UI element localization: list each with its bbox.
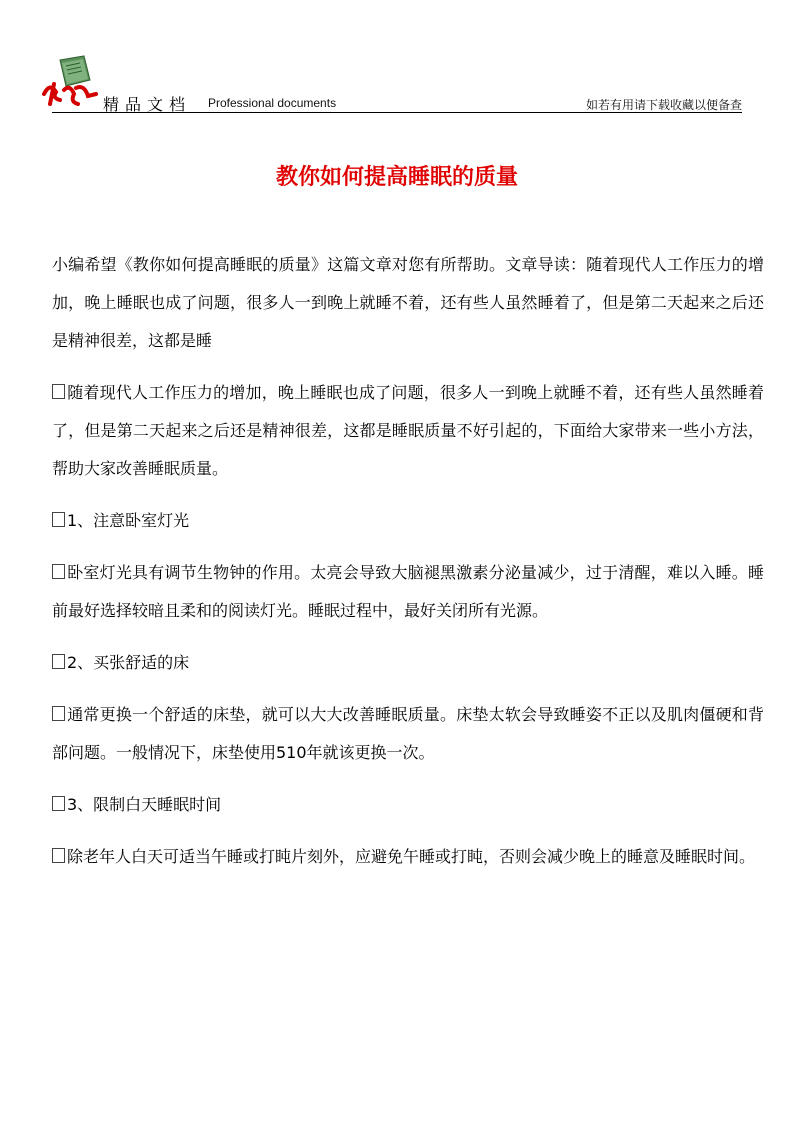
square-bullet-icon xyxy=(52,796,65,811)
square-bullet-icon xyxy=(52,564,65,579)
paragraph-text: 随着现代人工作压力的增加，晚上睡眠也成了问题，很多人一到晚上就睡不着，还有些人虽然睡着了，但是第二天起来之后还是精神很差，这都是睡眠质量不好引起的，下面给大家带来一些小方法，帮助大家改善睡眠质量。 xyxy=(52,383,764,478)
section-heading xyxy=(52,786,764,824)
section-heading xyxy=(52,502,764,540)
heading-text: 1、注意卧室灯光 xyxy=(67,511,190,530)
square-bullet-icon xyxy=(52,384,65,399)
paragraph-text: 卧室灯光具有调节生物钟的作用。太亮会导致大脑褪黑激素分泌量减少，过于清醒，难以入睡。睡前最好选择较暗且柔和的阅读灯光。睡眠过程中，最好关闭所有光源。 xyxy=(52,563,764,620)
header-note: 如若有用请下载收藏以便备查 xyxy=(585,98,742,112)
paragraph-text: 小编希望《教你如何提高睡眠的质量》这篇文章对您有所帮助。文章导读：随着现代人工作压力的增加，晚上睡眠也成了问题，很多人一到晚上就睡不着，还有些人虽然睡着了，但是第二天起来之后还是精神很差，这都是睡 xyxy=(52,255,764,350)
page-header xyxy=(0,0,794,120)
square-bullet-icon xyxy=(52,654,65,669)
paragraph xyxy=(52,554,764,630)
document-body xyxy=(52,246,764,890)
paragraph xyxy=(52,246,764,360)
header-divider xyxy=(52,112,742,113)
paragraph-text: 通常更换一个舒适的床垫，就可以大大改善睡眠质量。床垫太软会导致睡姿不正以及肌肉僵硬和背部问题。一般情况下，床垫使用510年就该更换一次。 xyxy=(52,705,764,762)
paragraph xyxy=(52,374,764,488)
square-bullet-icon xyxy=(52,512,65,527)
heading-text: 2、买张舒适的床 xyxy=(67,653,190,672)
paragraph xyxy=(52,838,764,876)
paragraph-text: 除老年人白天可适当午睡或打盹片刻外，应避免午睡或打盹，否则会减少晚上的睡意及睡眠时间。 xyxy=(67,847,756,866)
book-logo-icon xyxy=(40,54,100,110)
paragraph xyxy=(52,696,764,772)
section-heading xyxy=(52,644,764,682)
brand-title: 精品文档 xyxy=(103,95,192,114)
document-title: 教你如何提高睡眠的质量 xyxy=(275,165,518,190)
square-bullet-icon xyxy=(52,706,65,721)
brand-subtitle: Professional documents xyxy=(208,96,337,110)
square-bullet-icon xyxy=(52,848,65,863)
heading-text: 3、限制白天睡眠时间 xyxy=(67,795,222,814)
